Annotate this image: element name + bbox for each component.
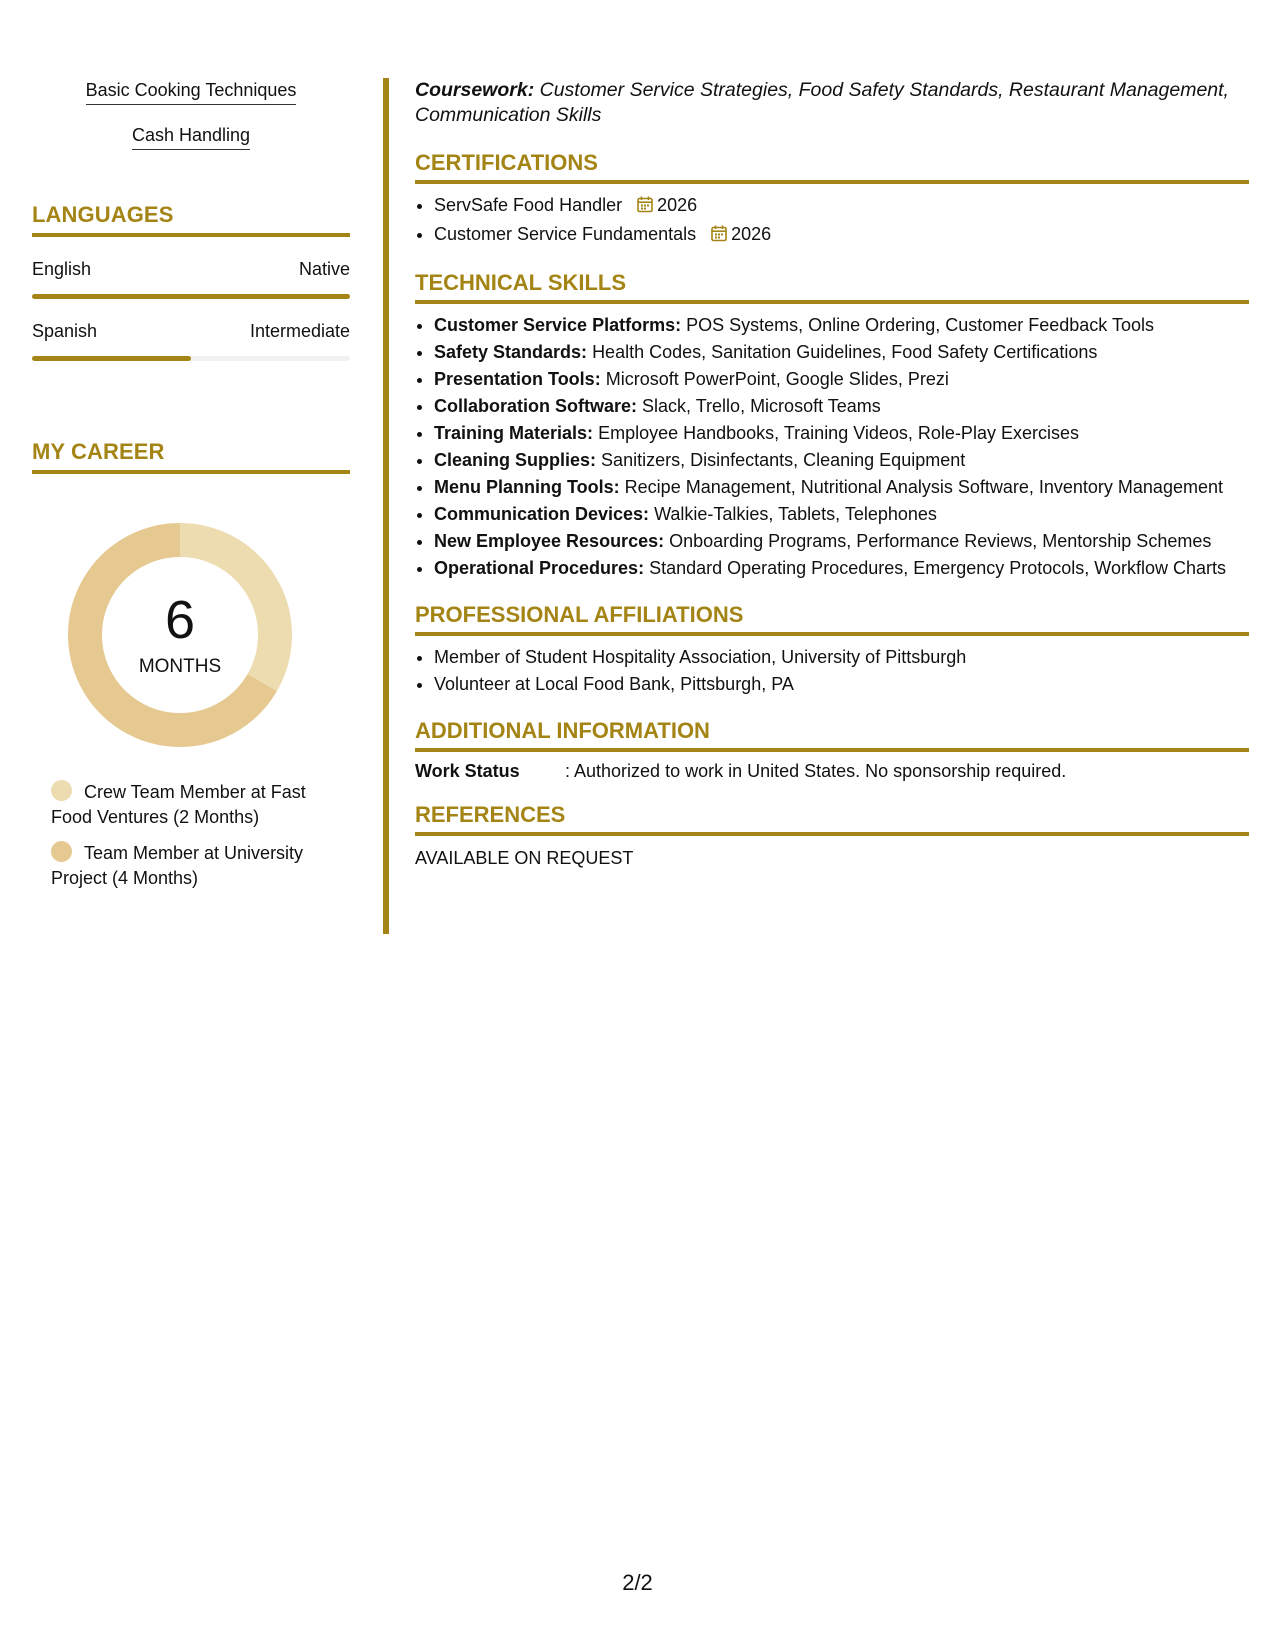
work-status-row bbox=[415, 761, 1249, 782]
technical-skill-item bbox=[434, 555, 1249, 582]
technical-skill-label: Communication Devices: bbox=[434, 504, 650, 524]
language-item bbox=[32, 321, 350, 361]
technical-skill-label: Collaboration Software: bbox=[434, 396, 638, 416]
technical-skill-value: Employee Handbooks, Training Videos, Role-Play Exercises bbox=[598, 423, 1079, 443]
skill-tag: Basic Cooking Techniques bbox=[86, 78, 297, 105]
technical-skill-label: Cleaning Supplies: bbox=[434, 450, 597, 470]
legend-item bbox=[51, 841, 321, 891]
legend-item bbox=[51, 780, 321, 830]
technical-skill-item bbox=[434, 312, 1249, 339]
technical-skills-list bbox=[415, 312, 1249, 582]
technical-skill-value: Health Codes, Sanitation Guidelines, Food Safety Certifications bbox=[592, 342, 1098, 362]
coursework-text: Customer Service Strategies, Food Safety Standards, Restaurant Management, Communication Skills bbox=[415, 79, 1229, 126]
technical-skill-label: Menu Planning Tools: bbox=[434, 477, 620, 497]
calendar-icon bbox=[637, 194, 653, 221]
certification-year: 2026 bbox=[731, 224, 772, 244]
legend-label: Crew Team Member at Fast Food Ventures (2 Months) bbox=[51, 782, 306, 827]
work-status-label: Work Status bbox=[415, 761, 520, 781]
career-total-value: 6 bbox=[164, 590, 196, 650]
career-total-unit: MONTHS bbox=[138, 656, 222, 677]
right-column bbox=[415, 78, 1249, 869]
legend-label: Team Member at University Project (4 Months) bbox=[51, 843, 304, 888]
technical-skill-label: Training Materials: bbox=[434, 423, 594, 443]
legend-dot bbox=[51, 841, 72, 862]
left-column bbox=[32, 78, 350, 902]
technical-skill-value: Walkie-Talkies, Tablets, Telephones bbox=[654, 504, 937, 524]
calendar-icon bbox=[711, 223, 727, 250]
technical-skill-label: New Employee Resources: bbox=[434, 531, 665, 551]
work-status-value: : Authorized to work in United States. No sponsorship required. bbox=[565, 761, 1067, 781]
technical-skill-item bbox=[434, 393, 1249, 420]
technical-skill-item bbox=[434, 420, 1249, 447]
technical-skill-item bbox=[434, 366, 1249, 393]
technical-skill-item bbox=[434, 474, 1249, 501]
technical-skill-value: POS Systems, Online Ordering, Customer Feedback Tools bbox=[686, 315, 1154, 335]
certification-name: Customer Service Fundamentals bbox=[434, 224, 697, 244]
technical-skill-value: Slack, Trello, Microsoft Teams bbox=[642, 396, 881, 416]
technical-skill-item bbox=[434, 528, 1249, 555]
technical-skills-heading: TECHNICAL SKILLS bbox=[415, 270, 1249, 304]
coursework bbox=[415, 78, 1249, 128]
references-text: AVAILABLE ON REQUEST bbox=[415, 848, 634, 868]
certification-name: ServSafe Food Handler bbox=[434, 195, 623, 215]
references-heading: REFERENCES bbox=[415, 802, 1249, 836]
technical-skill-value: Recipe Management, Nutritional Analysis Software, Inventory Management bbox=[624, 477, 1223, 497]
technical-skill-item bbox=[434, 501, 1249, 528]
additional-info-heading: ADDITIONAL INFORMATION bbox=[415, 718, 1249, 752]
career-heading: MY CAREER bbox=[32, 439, 350, 474]
language-proficiency-fill bbox=[32, 294, 350, 299]
column-divider bbox=[383, 78, 389, 934]
technical-skill-label: Presentation Tools: bbox=[434, 369, 601, 389]
language-name: English bbox=[32, 259, 92, 279]
technical-skill-label: Safety Standards: bbox=[434, 342, 588, 362]
skill-tag: Cash Handling bbox=[132, 123, 250, 150]
technical-skill-value: Standard Operating Procedures, Emergency Protocols, Workflow Charts bbox=[649, 558, 1227, 578]
language-level: Native bbox=[298, 259, 350, 279]
language-proficiency-bar bbox=[32, 356, 350, 361]
affiliations-list bbox=[415, 644, 1249, 698]
technical-skill-value: Microsoft PowerPoint, Google Slides, Prezi bbox=[605, 369, 949, 389]
legend-dot bbox=[51, 780, 72, 801]
affiliation-item: • Member of Student Hospitality Association, University of Pittsburgh bbox=[434, 644, 1249, 671]
language-level: Intermediate bbox=[249, 321, 350, 341]
language-proficiency-fill bbox=[32, 356, 191, 361]
language-item bbox=[32, 259, 350, 299]
language-name: Spanish bbox=[32, 321, 98, 341]
career-donut-chart bbox=[67, 522, 293, 748]
certification-item bbox=[434, 192, 1249, 221]
certification-item bbox=[434, 221, 1249, 250]
affiliations-heading: PROFESSIONAL AFFILIATIONS bbox=[415, 602, 1249, 636]
technical-skill-label: Operational Procedures: bbox=[434, 558, 645, 578]
coursework-label: Coursework: bbox=[415, 79, 535, 101]
skill-tags bbox=[32, 78, 350, 168]
certification-year: 2026 bbox=[657, 195, 698, 215]
affiliation-item: • Volunteer at Local Food Bank, Pittsburgh, PA bbox=[434, 671, 1249, 698]
language-proficiency-bar bbox=[32, 294, 350, 299]
certifications-list bbox=[415, 192, 1249, 250]
languages-heading: LANGUAGES bbox=[32, 202, 350, 237]
technical-skill-value: Onboarding Programs, Performance Reviews, Mentorship Schemes bbox=[669, 531, 1212, 551]
certifications-heading: CERTIFICATIONS bbox=[415, 150, 1249, 184]
technical-skill-item bbox=[434, 339, 1249, 366]
technical-skill-item bbox=[434, 447, 1249, 474]
page-number: 2/2 bbox=[622, 1570, 653, 1595]
technical-skill-value: Sanitizers, Disinfectants, Cleaning Equipment bbox=[601, 450, 966, 470]
career-legend bbox=[51, 780, 321, 891]
technical-skill-label: Customer Service Platforms: bbox=[434, 315, 682, 335]
